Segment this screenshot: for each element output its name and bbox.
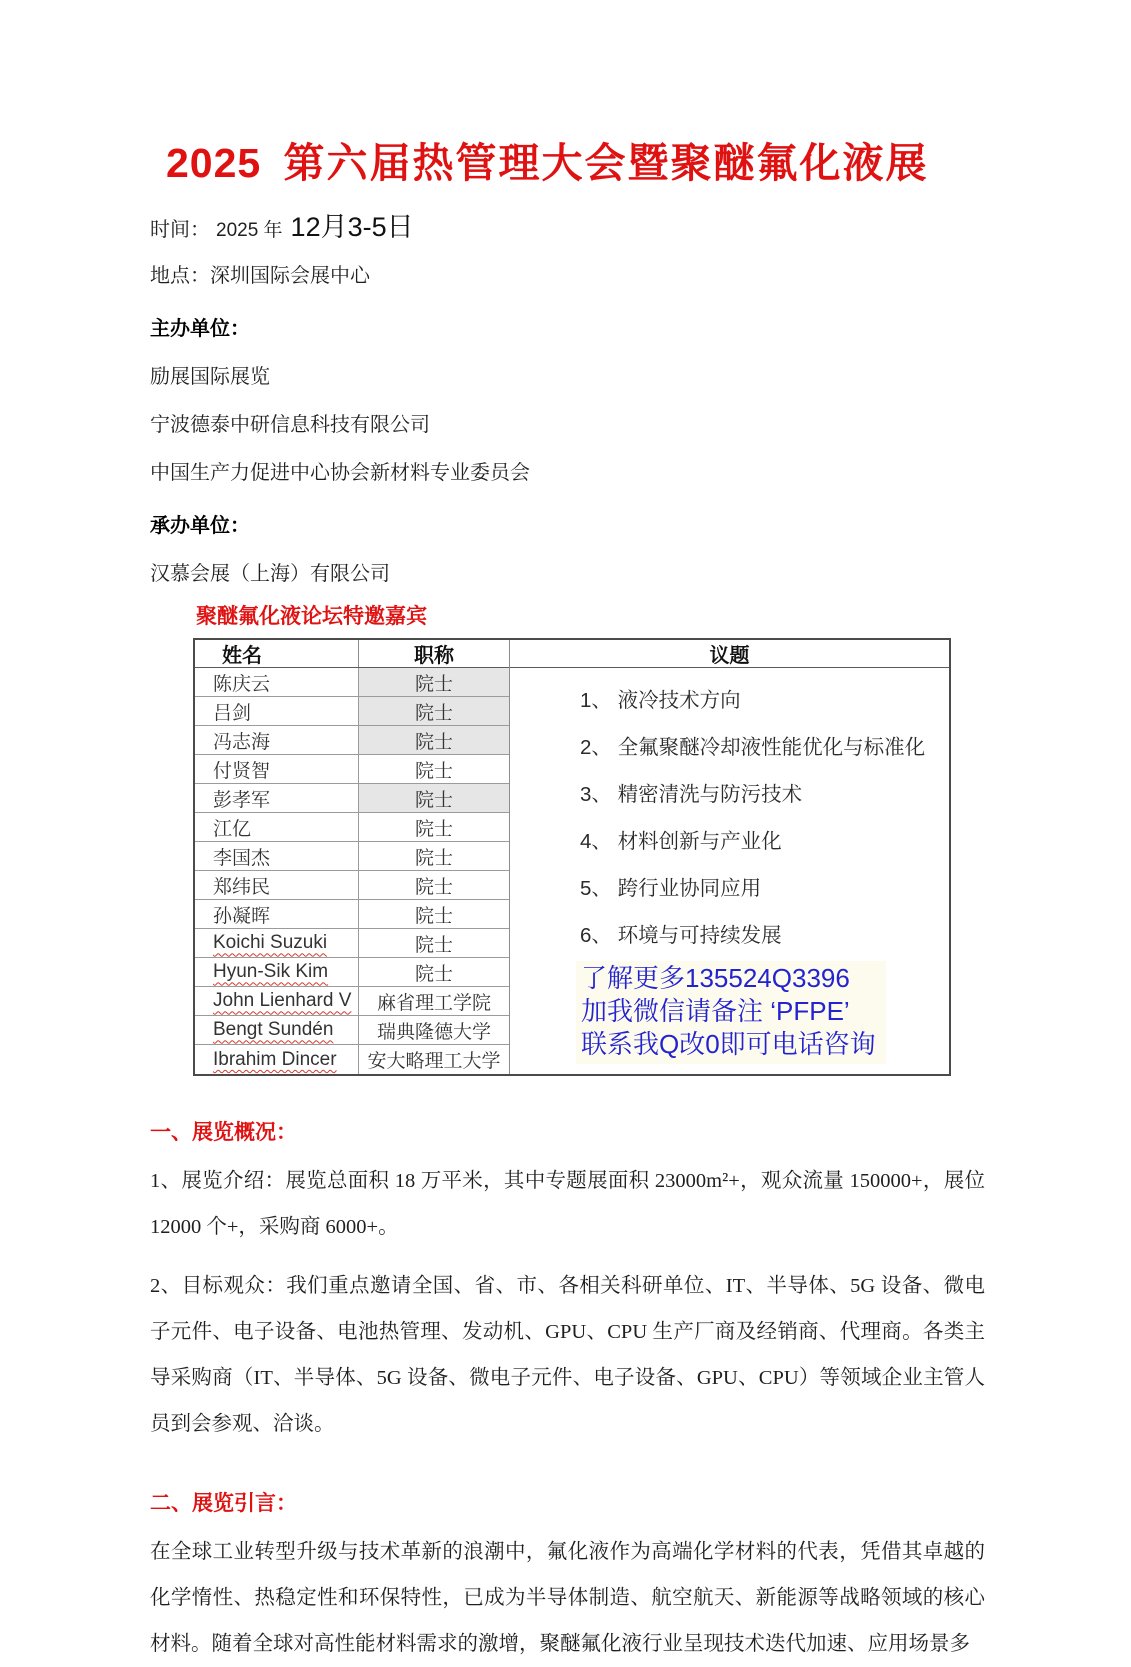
time-year: 2025 年 (216, 220, 283, 242)
guest-name: 彭孝军 (213, 789, 271, 811)
guest-table-left (195, 640, 509, 1074)
table-row (195, 1045, 509, 1074)
table-row (195, 726, 509, 755)
host-item: 励展国际展览 (150, 366, 270, 389)
table-row (195, 958, 509, 987)
guest-name: 郑纬民 (213, 876, 271, 898)
table-row (195, 697, 509, 726)
guest-name: Koichi Suzuki (213, 932, 328, 954)
guest-table (193, 638, 951, 1076)
guest-job-title: 瑞典隆德大学 (358, 1016, 509, 1044)
guest-name: Hyun-Sik Kim (213, 961, 329, 983)
topic-item: 4、 材料创新与产业化 (580, 830, 782, 854)
table-row (195, 987, 509, 1016)
organizer-name: 汉慕会展（上海）有限公司 (150, 563, 390, 586)
table-row (195, 755, 509, 784)
table-row (195, 1016, 509, 1045)
topic-item: 5、 跨行业协同应用 (580, 877, 762, 901)
host-item: 中国生产力促进中心协会新材料专业委员会 (150, 462, 530, 485)
topics-list (510, 668, 949, 959)
guest-table-zone (193, 600, 951, 1076)
guest-job-title: 安大略理工大学 (358, 1045, 509, 1074)
guest-job-title: 院士 (358, 900, 509, 928)
table-row (195, 842, 509, 871)
guest-job-title: 院士 (358, 871, 509, 899)
guest-job-title: 院士 (358, 958, 509, 986)
header-topic: 议题 (510, 640, 949, 668)
guest-name: Ibrahim Dincer (213, 1048, 337, 1070)
guest-job-title: 院士 (358, 668, 509, 696)
time-date: 12月3-5日 (290, 212, 414, 243)
guest-job-title: 院士 (358, 813, 509, 841)
guest-name: 江亿 (213, 818, 252, 840)
guest-table-body (195, 668, 509, 1074)
guest-name: 吕剑 (213, 702, 252, 724)
guest-name: 付贤智 (213, 760, 271, 782)
host-label: 主办单位： (150, 318, 250, 341)
topic-item: 2、 全氟聚醚冷却液性能优化与标准化 (580, 736, 926, 760)
location-line: 地点：深圳国际会展中心 (150, 265, 370, 288)
topic-item: 1、 液冷技术方向 (580, 689, 741, 713)
guest-name: 冯志海 (213, 731, 271, 753)
table-row (195, 871, 509, 900)
title-year: 2025 (166, 140, 262, 186)
section-heading-intro: 二、展览引言： (150, 1492, 297, 1515)
contact-line: 加我微信请备注 ‘PFPE’ (581, 996, 850, 1027)
overview-paragraph-1: 1、展览介绍：展览总面积 18 万平米，其中专题展面积 23000m²+，观众流量 150000+，展位 12000 个+，采购商 6000+。 (150, 1170, 985, 1239)
header-name: 姓名 (222, 645, 262, 668)
guest-job-title: 院士 (358, 929, 509, 957)
contact-line: 联系我Q改0即可电话咨询 (581, 1029, 876, 1060)
topic-item: 6、 环境与可持续发展 (580, 924, 782, 948)
topics-cell (509, 640, 949, 1074)
contact-block (576, 961, 886, 1064)
guest-job-title: 院士 (358, 842, 509, 870)
table-row (195, 813, 509, 842)
page-title (166, 138, 985, 189)
intro-paragraph: 在全球工业转型升级与技术革新的浪潮中，氟化液作为高端化学材料的代表，凭借其卓越的化学惰性、热稳定性和环保特性，已成为半导体制造、航空航天、新能源等战略领域的核心材料。随着全球对高性能材料需求的激增，聚醚氟化液行业呈现技术迭代加速、应用场景多 (150, 1541, 985, 1656)
contact-line: 了解更多135524Q3396 (581, 963, 850, 994)
table-row (195, 929, 509, 958)
organizer-label: 承办单位： (150, 515, 250, 538)
guest-job-title: 院士 (358, 755, 509, 783)
guest-job-title: 院士 (358, 784, 509, 812)
guest-name: John Lienhard V (213, 990, 352, 1012)
host-item: 宁波德泰中研信息科技有限公司 (150, 414, 430, 437)
time-label: 时间： (150, 219, 210, 242)
header-job-title: 职称 (358, 640, 509, 667)
topic-item: 3、 精密清洗与防污技术 (580, 783, 803, 807)
guest-name: 陈庆云 (213, 673, 271, 695)
overview-paragraph-2: 2、目标观众：我们重点邀请全国、省、市、各相关科研单位、IT、半导体、5G 设备、微电子元件、电子设备、电池热管理、发动机、GPU、CPU 生产厂商及经销商、代理商。各类主导采购商（IT、半导体、5G 设备、微电子元件、电子设备、GPU、CPU）等领域企业主管人员到会参观、洽谈。 (150, 1274, 985, 1435)
guest-name: 李国杰 (213, 847, 271, 869)
section-heading-overview: 一、展览概况： (150, 1121, 297, 1145)
table-row (195, 668, 509, 697)
guest-table-header (195, 640, 509, 668)
guest-name: 孙凝晖 (213, 905, 271, 927)
guest-name: Bengt Sundén (213, 1019, 334, 1041)
guest-table-title: 聚醚氟化液论坛特邀嘉宾 (196, 605, 427, 629)
time-line (150, 205, 985, 241)
guest-job-title: 院士 (358, 697, 509, 725)
guest-job-title: 院士 (358, 726, 509, 754)
table-row (195, 784, 509, 813)
guest-job-title: 麻省理工学院 (358, 987, 509, 1015)
table-row (195, 900, 509, 929)
title-text: 第六届热管理大会暨聚醚氟化液展 (283, 140, 929, 186)
